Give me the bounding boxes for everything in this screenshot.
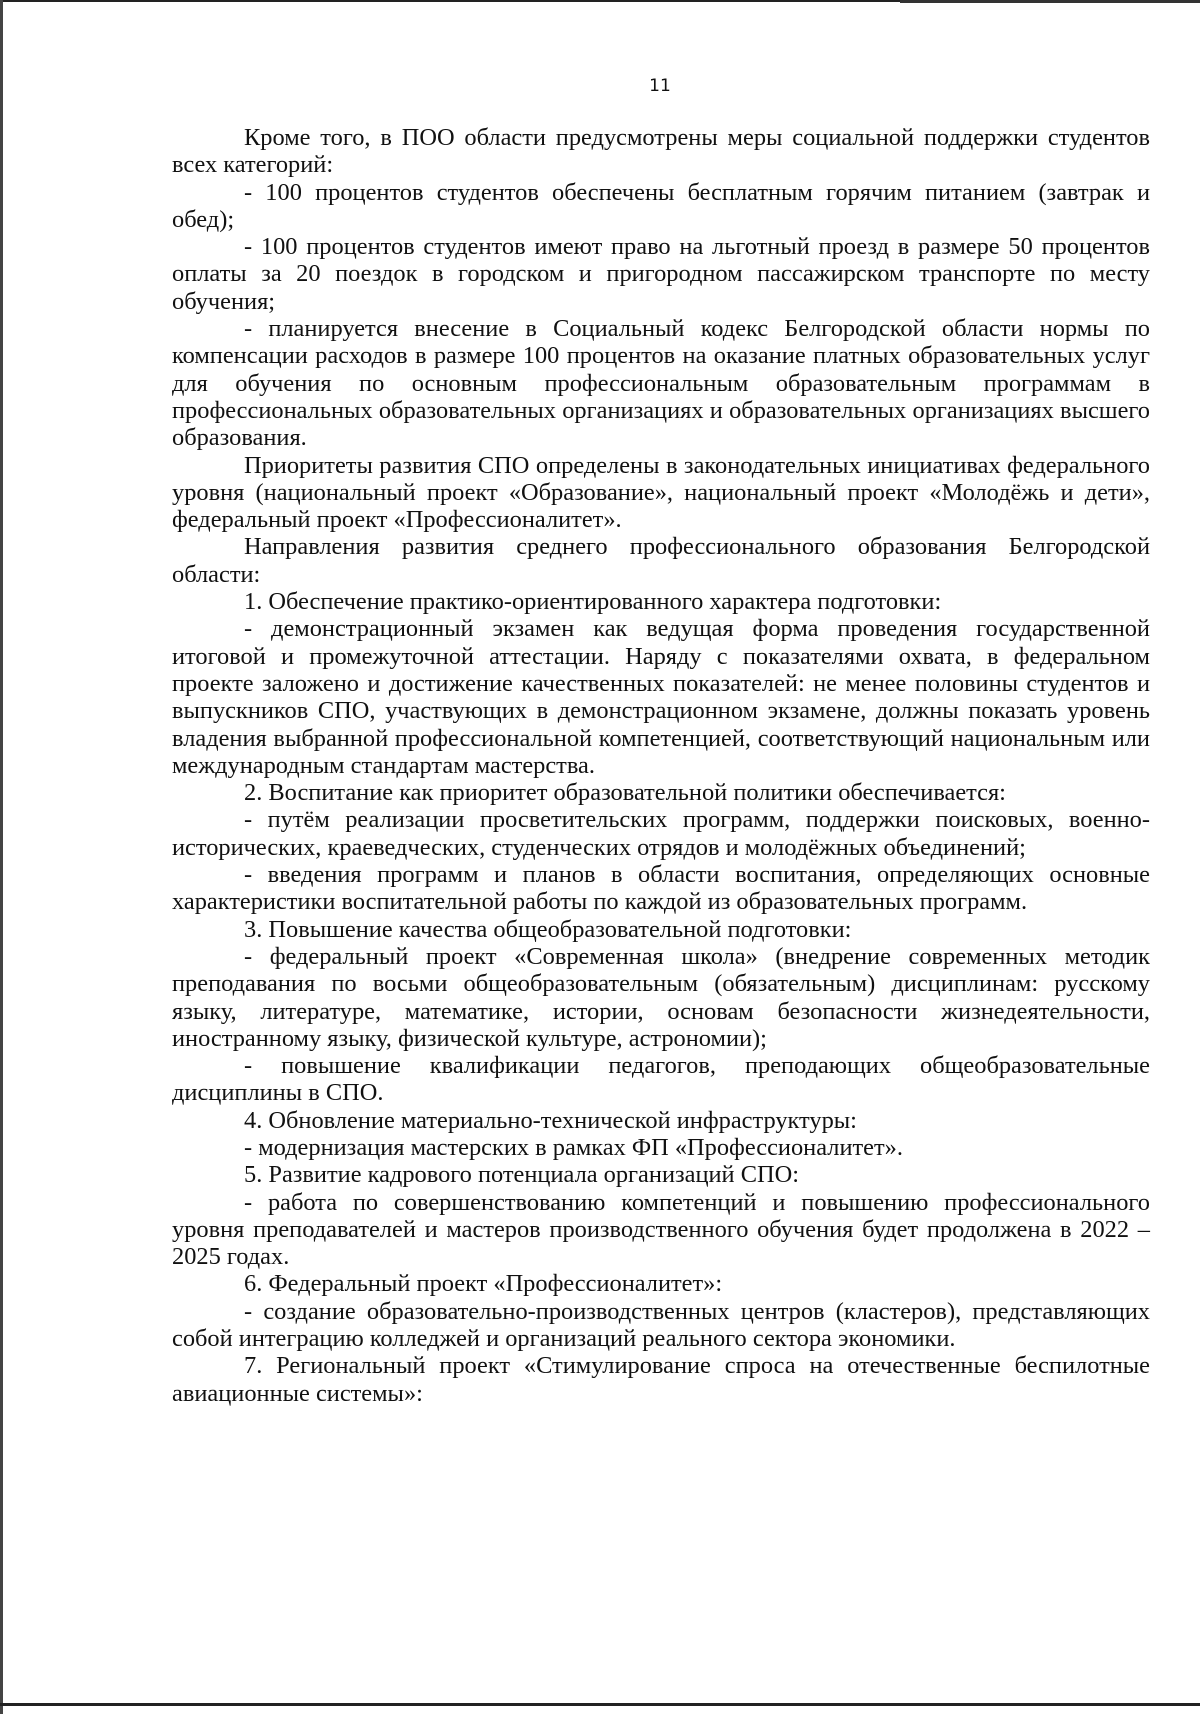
paragraph: - демонстрационный экзамен как ведущая форма проведения государственной итоговой и промежуточной аттестации. Наряду с показателями охвата, в федеральном проекте заложено и достижение качественных показателей: не менее половины студентов и выпускников СПО, участвующих в демонстрационном экзамене, должны показать уровень владения выбранной профессиональной компетенцией, соответствующий национальным или международным стандартам мастерства. [172,615,1150,779]
paragraph: 4. Обновление материально-технической инфраструктуры: [244,1106,857,1134]
paragraph: - 100 процентов студентов обеспечены бесплатным горячим питанием (завтрак и обед); [172,178,1150,233]
scan-edge-bottom [0,1703,1200,1706]
paragraph: - модернизация мастерских в рамках ФП «Профессионалитет». [244,1133,903,1161]
paragraph: - путём реализации просветительских программ, поддержки поисковых, военно-исторических, краеведческих, студенческих отрядов и молодёжных объединений; [172,806,1150,861]
paragraph: 1. Обеспечение практико-ориентированного характера подготовки: [244,588,942,616]
paragraph: - введения программ и планов в области воспитания, определяющих основные характеристики воспитательной работы по каждой из образовательных программ. [172,861,1150,916]
paragraph: - повышение квалификации педагогов, преподающих общеобразовательные дисциплины в СПО. [172,1052,1150,1107]
paragraph: Приоритеты развития СПО определены в законодательных инициативах федерального уровня (национальный проект «Образование», национальный проект «Молодёжь и дети», федеральный проект «Профессионалитет». [172,451,1150,534]
paragraph: 6. Федеральный проект «Профессионалитет»: [244,1270,723,1298]
paragraph: 7. Региональный проект «Стимулирование спроса на отечественные беспилотные авиационные системы»: [172,1352,1150,1407]
paragraph: - создание образовательно-производственных центров (кластеров), представляющих собой интеграцию колледжей и организаций реального сектора экономики. [172,1297,1150,1353]
paragraph: - федеральный проект «Современная школа» (внедрение современных методик преподавания по восьми общеобразовательным (обязательным) дисциплинам: русскому языку, литературе, математике, истории, основам безопасности жизнедеятельности, иностранному языку, физической культуре, астрономии); [172,942,1150,1052]
scan-edge-top-right [900,0,1200,3]
paragraph: Направления развития среднего профессионального образования Белгородской области: [172,533,1150,588]
document-body [172,124,1150,1407]
paragraph: 3. Повышение качества общеобразовательной подготовки: [244,915,852,943]
paragraph: 5. Развитие кадрового потенциала организаций СПО: [244,1161,799,1189]
paragraph: - работа по совершенствованию компетенций и повышению профессионального уровня преподавателей и мастеров производственного обучения будет продолжена в 2022 – 2025 годах. [172,1188,1150,1271]
scan-edge-left [0,0,3,1714]
page-number: 11 [649,76,671,96]
paragraph: - 100 процентов студентов имеют право на льготный проезд в размере 50 процентов оплаты за 20 поездок в городском и пригородном пассажирском транспорте по месту обучения; [172,233,1150,315]
paragraph: - планируется внесение в Социальный кодекс Белгородской области нормы по компенсации расходов в размере 100 процентов на оказание платных образовательных услуг для обучения по основным профессиональным образовательным программам в профессиональных образовательных организациях и образовательных организациях высшего образования. [172,315,1150,452]
paragraph: Кроме того, в ПОО области предусмотрены меры социальной поддержки студентов всех категорий: [172,124,1150,179]
paragraph: 2. Воспитание как приоритет образовательной политики обеспечивается: [244,779,1006,807]
